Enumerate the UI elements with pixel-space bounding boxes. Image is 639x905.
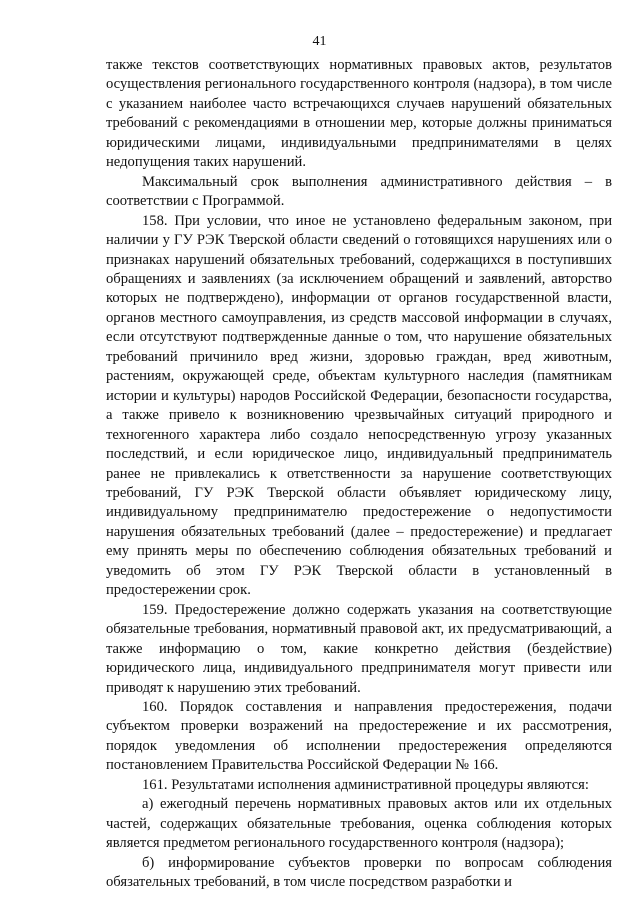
document-body	[106, 56, 612, 892]
paragraph-continuation: также текстов соответствующих нормативных правовых актов, результатов осуществления регионального государственного контроля (надзора), в том числе с указанием наиболее часто встречающихся случаев нарушений обязательных требований с рекомендациями в отношении мер, которые должны приниматься юридическими лицами, индивидуальными предпринимателями в целях недопущения таких нарушений.	[106, 57, 612, 171]
paragraph-max-term: Максимальный срок выполнения административного действия – в соответствии с Программой.	[106, 173, 612, 210]
list-item-a: а) ежегодный перечень нормативных правовых актов или их отдельных частей, содержащих обязательные требования, оценка соблюдения которых является предметом регионального государственного контроля (надзора);	[106, 796, 612, 852]
paragraph-160: 160. Порядок составления и направления предостережения, подачи субъектом проверки возражений на предостережение и их рассмотрения, порядок уведомления об исполнении предостережения определяются постановлением Правительства Российской Федерации № 166.	[106, 698, 612, 774]
paragraph-158: 158. При условии, что иное не установлено федеральным законом, при наличии у ГУ РЭК Тверской области сведений о готовящихся нарушениях или о признаках нарушений обязательных требований, содержащихся в поступивших обращениях и заявлениях (за исключением обращений и заявлений, авторство которых не подтверждено), информации от органов государственной власти, органов местного самоуправления, из средств массовой информации в случаях, если отсутствуют подтвержденные данные о том, что нарушение обязательных требований причинило вред жизни, здоровью граждан, вред животным, растениям, окружающей среде, объектам культурного наследия (памятникам истории и культуры) народов Российской Федерации, безопасности государства, а также привело к возникновению чрезвычайных ситуаций природного и техногенного характера либо создало непосредственную угрозу указанных последствий, и если юридическое лицо, индивидуальный предприниматель ранее не привлекались к ответственности за нарушение соответствующих требований, ГУ РЭК Тверской области объявляет юридическому лицу, индивидуальному предпринимателю предостережение о недопустимости нарушения обязательных требований (далее – предостережение) и предлагает ему принять меры по обеспечению соблюдения обязательных требований и уведомить об этом ГУ РЭК Тверской области в установленный в предостережении срок.	[106, 212, 612, 599]
paragraph-161: 161. Результатами исполнения административной процедуры являются:	[142, 776, 589, 793]
list-item-b: б) информирование субъектов проверки по вопросам соблюдения обязательных требований, в том числе посредством разработки и	[106, 854, 612, 891]
paragraph-159: 159. Предостережение должно содержать указания на соответствующие обязательные требования, нормативный правовой акт, их предусматривающий, а также информацию о том, какие конкретно действия (бездействие) юридического лица, индивидуального предпринимателя могут привести или приводят к нарушению этих требований.	[106, 601, 612, 696]
page-number: 41	[312, 34, 327, 49]
